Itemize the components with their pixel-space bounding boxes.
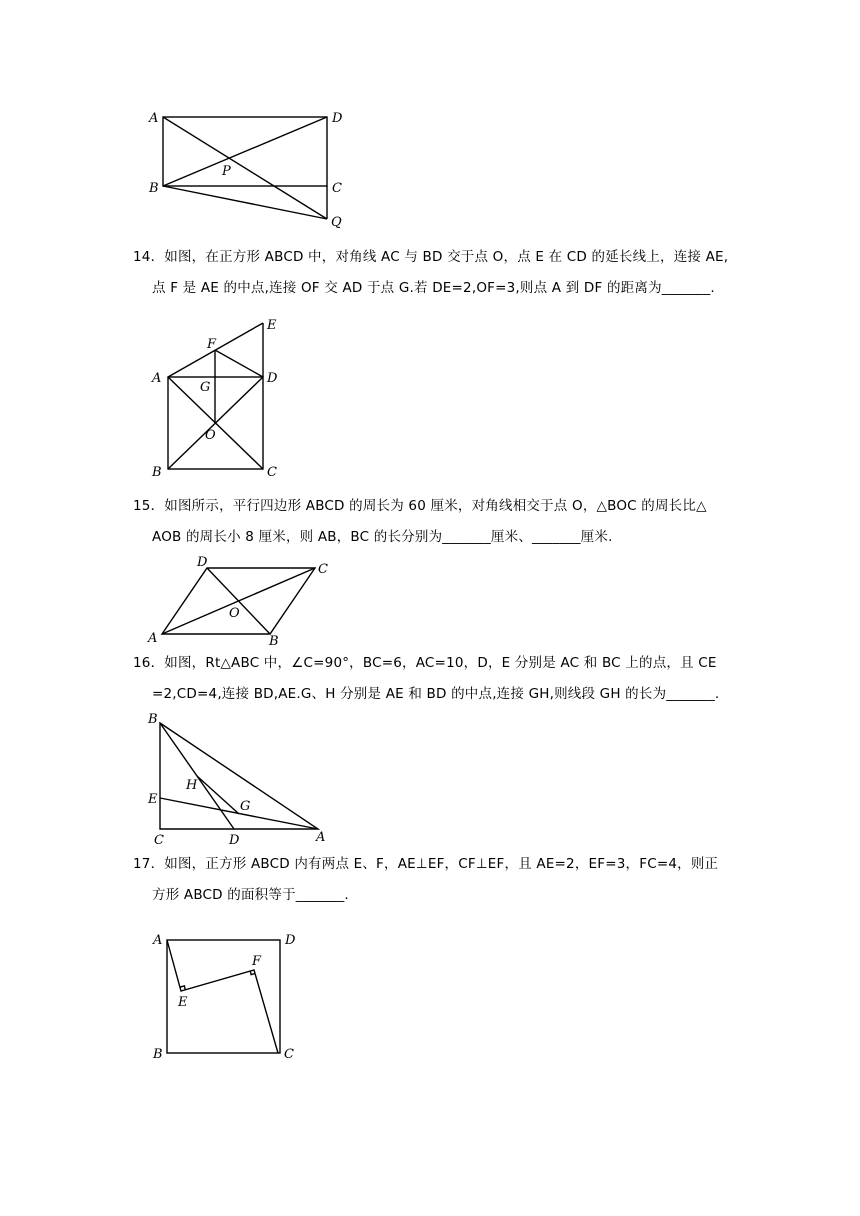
label-h: H: [186, 778, 198, 793]
label-d: D: [197, 555, 208, 570]
question-17-line-2: 方形 ABCD 的面积等于_______.: [152, 887, 349, 903]
label-b: B: [153, 1047, 163, 1062]
label-e: E: [178, 995, 188, 1010]
figure-q14: [140, 315, 300, 480]
segment-hg: [197, 776, 239, 814]
label-b: B: [149, 181, 159, 196]
figure-q16: [140, 708, 340, 848]
label-b: B: [152, 465, 162, 480]
label-a: A: [152, 371, 162, 386]
label-e: E: [267, 318, 277, 333]
line-aq: [163, 117, 327, 219]
label-g: G: [200, 380, 211, 395]
label-d: D: [229, 833, 240, 848]
label-f: F: [207, 337, 217, 352]
label-o: O: [229, 606, 240, 621]
label-a: A: [316, 830, 326, 845]
question-17: [133, 854, 733, 905]
label-a: A: [153, 933, 163, 948]
diagonal-bd: [207, 568, 270, 634]
label-f: F: [252, 954, 262, 969]
figure-q15: [145, 555, 340, 650]
question-16: [133, 653, 733, 704]
question-16-line-1: 16．如图，Rt△ABC 中，∠C=90°，BC=6，AC=10，D，E 分别是 AC 和 BC 上的点，且 CE: [133, 655, 717, 671]
line-bq: [163, 186, 327, 219]
label-c: C: [154, 833, 164, 848]
label-b: B: [148, 712, 158, 727]
label-d: D: [267, 371, 278, 386]
question-15-line-2: AOB 的周长小 8 厘米，则 AB，BC 的长分别为_______厘米、_______厘米.: [152, 529, 613, 545]
question-14-line-2: 点 F 是 AE 的中点,连接 OF 交 AD 于点 G.若 DE=2,OF=3,则点 A 到 DF 的距离为_______.: [152, 280, 715, 296]
label-c: C: [318, 562, 328, 577]
label-d: D: [285, 933, 296, 948]
label-e: E: [148, 792, 158, 807]
line-bd: [163, 117, 327, 186]
label-a: A: [148, 631, 158, 646]
question-14-line-1: 14．如图，在正方形 ABCD 中，对角线 AC 与 BD 交于点 O，点 E 在 CD 的延长线上，连接 AE,: [133, 249, 729, 265]
label-c: C: [332, 181, 342, 196]
label-b: B: [269, 634, 279, 649]
label-c: C: [267, 465, 277, 480]
figure-q13: [140, 105, 360, 235]
label-q: Q: [331, 215, 342, 230]
label-c: C: [284, 1047, 294, 1062]
question-15: [133, 496, 733, 547]
figure-q17: [145, 925, 315, 1065]
question-17-line-1: 17．如图，正方形 ABCD 内有两点 E、F，AE⊥EF，CF⊥EF，且 AE=2，EF=3，FC=4，则正: [133, 856, 719, 872]
label-g: G: [240, 799, 251, 814]
label-a: A: [149, 111, 159, 126]
question-16-line-2: =2,CD=4,连接 BD,AE.G、H 分别是 AE 和 BD 的中点,连接 GH,则线段 GH 的长为_______.: [152, 686, 720, 702]
question-14: [133, 247, 733, 298]
label-p: P: [222, 164, 231, 179]
label-o: O: [205, 428, 216, 443]
question-15-line-1: 15．如图所示，平行四边形 ABCD 的周长为 60 厘米，对角线相交于点 O，△BOC 的周长比△: [133, 498, 707, 514]
segment-fd: [215, 350, 263, 377]
label-d: D: [332, 111, 343, 126]
